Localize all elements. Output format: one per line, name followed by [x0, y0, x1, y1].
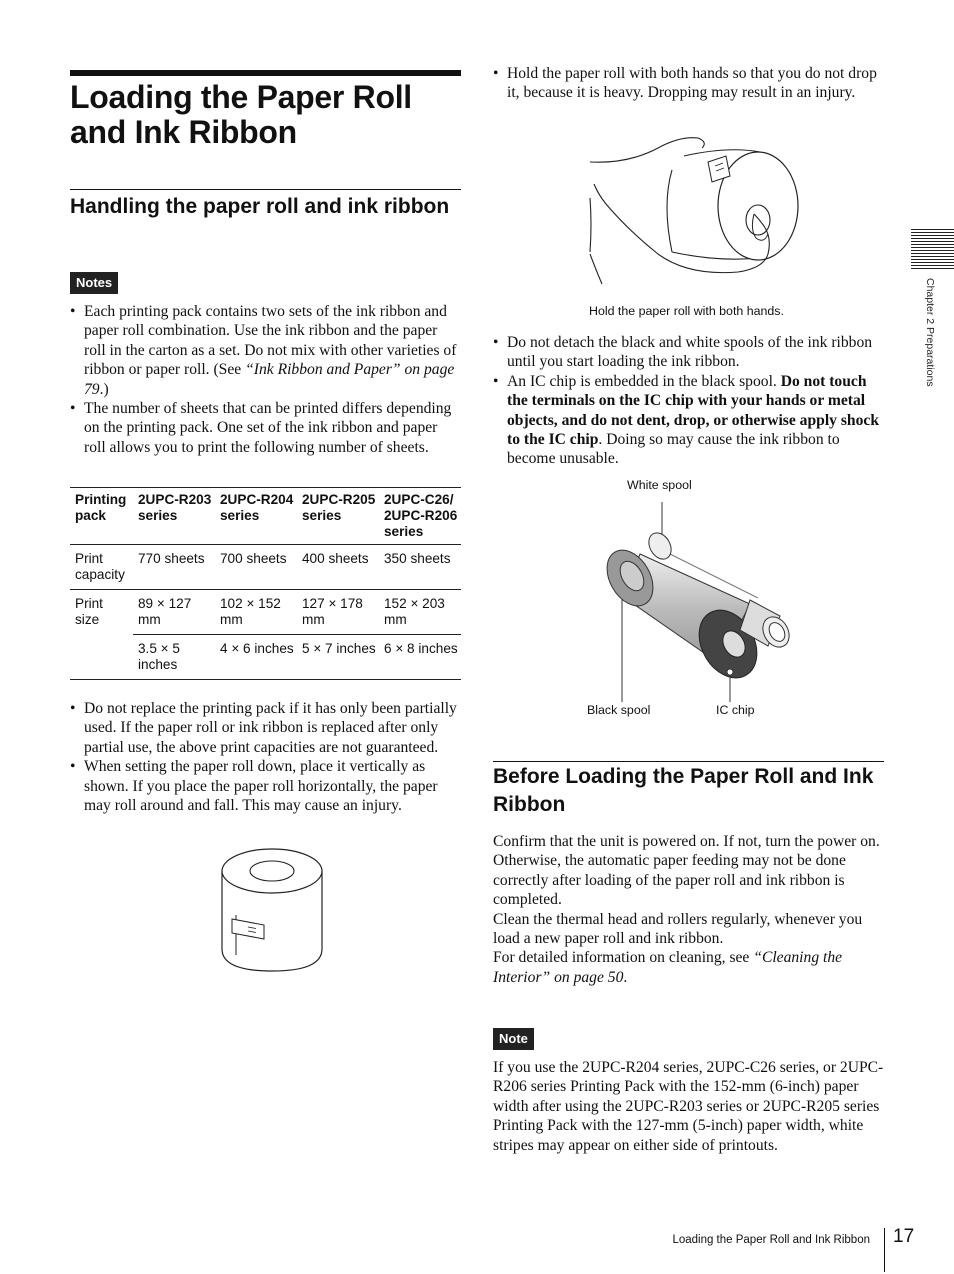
notes-badge-label: Notes: [70, 272, 118, 294]
figure-caption-hold: Hold the paper roll with both hands.: [589, 304, 784, 318]
label-black-spool: Black spool: [587, 703, 651, 717]
list-item: • Do not replace the printing pack if it has only been partially used. If the paper roll or ink ribbon is replaced after only partial use, the above print capacities are not guaranteed.: [70, 699, 462, 757]
cross-reference-link[interactable]: “Cleaning the Interior” on page 50: [493, 949, 843, 986]
title-rule: [70, 70, 461, 76]
list-item: • When setting the paper roll down, place it vertically as shown. If you place the paper roll horizontally, the paper may roll around and fall. This may cause an injury.: [70, 757, 462, 815]
hands-holding-roll-illustration: [588, 134, 802, 286]
table-cell: 3.5 × 5 inches: [138, 641, 180, 672]
paragraph: Confirm that the unit is powered on. If not, turn the power on.: [493, 833, 880, 850]
table-header-cell: Printing pack: [75, 492, 127, 523]
chapter-tab-lines: [911, 229, 954, 271]
cross-reference-link[interactable]: “Ink Ribbon and Paper” on page 79: [84, 361, 455, 398]
chapter-side-label: Chapter 2 Preparations: [924, 278, 936, 387]
table-cell: 770 sheets: [133, 545, 215, 590]
list-item: • Each printing pack contains two sets of the ink ribbon and paper roll combination. Use the ink ribbon and the paper roll in the carton as a set. Do not mix with other varieties of ribbon or paper roll. (See “Ink Ribbon and Paper” on page 79.): [70, 302, 462, 399]
table-header-cell: 2UPC-R204 series: [220, 492, 294, 523]
hold-bullet-list: [493, 64, 885, 103]
table-cell: 152 × 203 mm: [379, 590, 461, 635]
table-row: [70, 545, 461, 590]
notes-badge: [70, 272, 118, 294]
table-cell: 400 sheets: [297, 545, 379, 590]
note-badge-label: Note: [493, 1028, 534, 1050]
table-cell: Print size: [75, 596, 103, 627]
notes-list: [70, 302, 462, 457]
table-header-cell: 2UPC-C26/ 2UPC-R206 series: [384, 492, 458, 539]
page-number: 17: [893, 1226, 915, 1247]
paragraph: For detailed information on cleaning, see “Cleaning the Interior” on page 50.: [493, 949, 843, 986]
ink-ribbon-illustration: [600, 494, 806, 706]
label-ic-chip: IC chip: [716, 703, 755, 717]
notes-list-continued: [70, 699, 462, 815]
table-header-cell: 2UPC-R203 series: [138, 492, 212, 523]
ribbon-bullet-list: [493, 333, 885, 469]
table-header-row: [70, 488, 461, 545]
table-cell: 700 sheets: [215, 545, 297, 590]
table-header-cell: 2UPC-R205 series: [302, 492, 376, 523]
paragraph: Otherwise, the automatic paper feeding may not be done correctly after loading of the paper roll and ink ribbon is completed.: [493, 852, 846, 909]
print-capacity-table: [70, 487, 461, 680]
table-cell: 6 × 8 inches: [384, 641, 458, 656]
page-title: Loading the Paper Roll and Ink Ribbon: [70, 79, 412, 150]
table-cell: 89 × 127 mm: [133, 590, 215, 635]
note-badge: [493, 1028, 534, 1050]
table-cell: 4 × 6 inches: [220, 641, 294, 656]
vertical-paper-roll-illustration: [218, 845, 326, 975]
table-row: [70, 590, 461, 635]
before-loading-body: [493, 832, 885, 987]
section-heading-handling: Handling the paper roll and ink ribbon: [70, 195, 450, 218]
label-white-spool: White spool: [627, 478, 692, 492]
paragraph: Clean the thermal head and rollers regularly, whenever you load a new paper roll and ink ribbon.: [493, 910, 863, 948]
table-cell: 102 × 152 mm: [215, 590, 297, 635]
list-item: • An IC chip is embedded in the black spool. Do not touch the terminals on the IC chip with your hands or metal objects, and do not dent, drop, or otherwise apply shock to the IC chip. Doing so may cause the ink ribbon to become unusable.: [493, 372, 885, 469]
footer-divider: [884, 1228, 885, 1272]
footer-title: Loading the Paper Roll and Ink Ribbon: [672, 1234, 870, 1246]
table-cell: 127 × 178 mm: [297, 590, 379, 635]
table-cell: 350 sheets: [379, 545, 461, 590]
note-text: If you use the 2UPC-R204 series, 2UPC-C26 series, or 2UPC-R206 series Printing Pack with the 152-mm (6-inch) paper width after using the 2UPC-R203 series or 2UPC-R205 series Printing Pack with the 127-mm (5-inch) paper width, white stripes may appear on either side of printouts.: [493, 1059, 884, 1154]
list-item: • The number of sheets that can be printed differs depending on the printing pack. One set of the ink ribbon and paper roll allows you to print the following number of sheets.: [70, 399, 462, 457]
list-item: • Hold the paper roll with both hands so that you do not drop it, because it is heavy. Dropping may result in an injury.: [493, 64, 885, 103]
table-cell: 5 × 7 inches: [302, 641, 376, 656]
section-rule: [493, 761, 884, 762]
section-rule: [70, 189, 461, 190]
list-item: • Do not detach the black and white spools of the ink ribbon until you start loading the ink ribbon.: [493, 333, 885, 372]
section-heading-before-loading: Before Loading the Paper Roll and Ink Ribbon: [493, 765, 874, 816]
table-cell: Print capacity: [70, 545, 133, 590]
